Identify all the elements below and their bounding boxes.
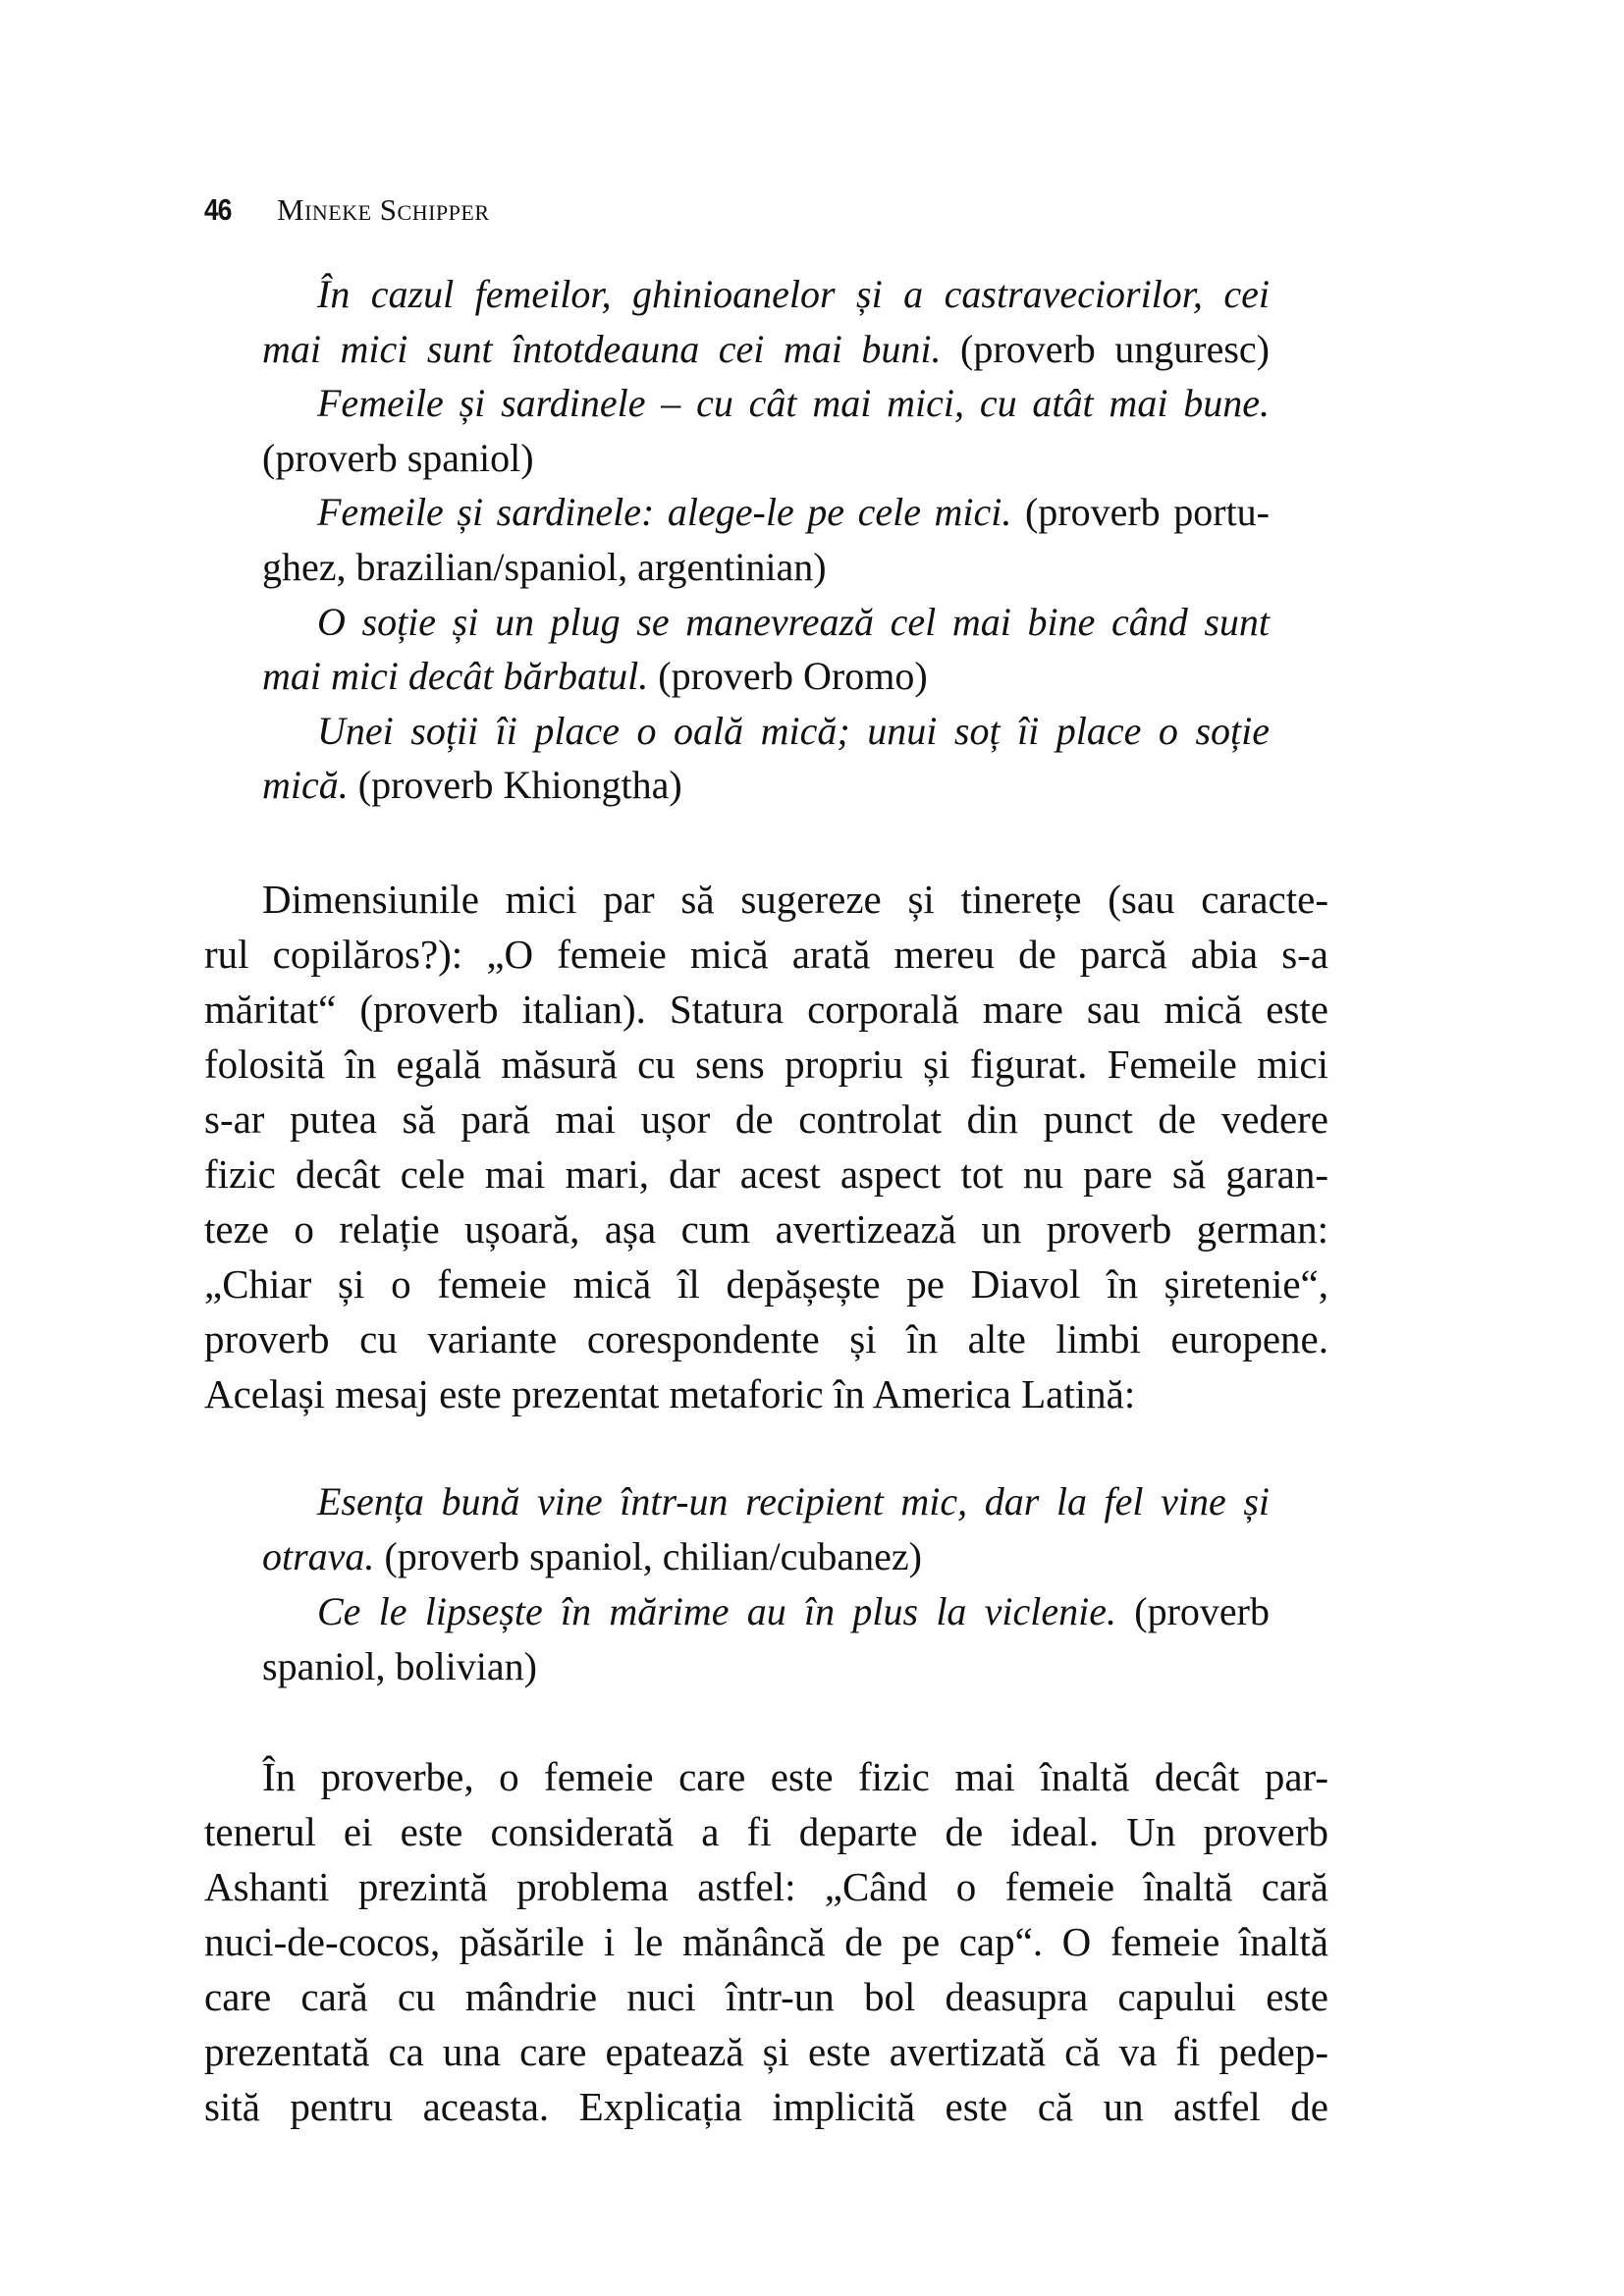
roman-segment: (proverb unguresc) [960, 326, 1270, 371]
roman-segment: „Chiar și o femeie mică îl depășește pe Diavol în șiretenie“, [204, 1261, 1328, 1307]
text-line [262, 1639, 1270, 1694]
roman-segment: Același mesaj este prezentat metaforic în America Latină: [204, 1371, 1136, 1416]
text-line [317, 1584, 1270, 1639]
roman-segment: În proverbe, o femeie care este fizic mai înaltă decât par- [262, 1754, 1328, 1799]
roman-segment: teze o relație ușoară, așa cum avertizează un proverb german: [204, 1206, 1328, 1252]
text-line [317, 595, 1270, 650]
text-line [204, 927, 1328, 982]
text-line [204, 1804, 1328, 1859]
text-line [317, 485, 1270, 540]
text-line [204, 1147, 1328, 1201]
roman-segment: care cară cu mândrie nuci într-un bol deasupra capului este [204, 1974, 1328, 2019]
roman-segment: Ashanti prezintă problema astfel: „Când o femeie înaltă cară [204, 1864, 1328, 1909]
italic-segment: mică. [262, 763, 358, 808]
italic-segment: Ce le lipsește în mărime au în plus la viclenie. [317, 1589, 1135, 1633]
italic-segment: În cazul femeilor, ghinioanelor și a castraveciorilor, cei [317, 272, 1270, 316]
text-line [204, 1201, 1328, 1256]
roman-segment: (proverb [1134, 1589, 1270, 1633]
text-line [317, 267, 1270, 322]
text-line [204, 1037, 1328, 1092]
roman-segment: proverb cu variante corespondente și în alte limbi europene. [204, 1316, 1328, 1362]
text-line [262, 872, 1328, 927]
text-line [204, 1092, 1328, 1147]
italic-segment: Esența bună vine într-un recipient mic, dar la fel vine și [317, 1479, 1270, 1523]
text-line [204, 982, 1328, 1037]
page-number: 46 [204, 192, 232, 227]
roman-segment: Dimensiunile mici par să sugereze și tinerețe (sau caracte- [262, 877, 1328, 922]
roman-segment: (proverb Oromo) [658, 654, 928, 699]
text-line [262, 540, 1270, 595]
roman-segment: (proverb Khiongtha) [357, 763, 682, 808]
italic-segment: O soție și un plug se manevrează cel mai bine când sunt [317, 599, 1270, 644]
text-line [262, 431, 1270, 486]
italic-segment: Femeile și sardinele: alege-le pe cele mici. [317, 490, 1025, 535]
text-line [204, 1311, 1328, 1366]
roman-segment: (proverb spaniol) [262, 435, 534, 480]
text-line [204, 1969, 1328, 2024]
italic-segment: mai mici sunt întotdeauna cei mai buni. [262, 326, 961, 371]
roman-segment: prezentată ca una care epatează și este avertizată că va fi pedep- [204, 2029, 1328, 2074]
italic-segment: mai mici decât bărbatul. [262, 654, 659, 699]
roman-segment: ghez, brazilian/spaniol, argentinian) [262, 545, 827, 589]
roman-segment: sită pentru aceasta. Explicația implicită este că un astfel de [204, 2084, 1328, 2129]
roman-segment: folosită în egală măsură cu sens propriu și figurat. Femeile mici [204, 1041, 1328, 1087]
text-line [317, 376, 1270, 431]
roman-segment: tenerul ei este considerată a fi departe de ideal. Un proverb [204, 1809, 1328, 1854]
text-line [262, 322, 1270, 377]
roman-segment: măritat“ (proverb italian). Statura corporală mare sau mică este [204, 987, 1328, 1032]
text-line [262, 1749, 1328, 1804]
italic-segment: Femeile și sardinele – cu cât mai mici, cu atât mai bune. [317, 381, 1270, 426]
roman-segment: nuci-de-cocos, păsările i le mănâncă de pe cap“. O femeie înaltă [204, 1919, 1328, 1964]
text-line [317, 704, 1270, 759]
roman-segment: rul copilăros?): „O femeie mică arată mereu de parcă abia s-a [204, 932, 1328, 977]
roman-segment: fizic decât cele mai mari, dar acest aspect tot nu pare să garan- [204, 1151, 1328, 1197]
italic-segment: Unei soții îi place o oală mică; unui soț îi place o soție [317, 708, 1270, 753]
text-line [204, 2024, 1328, 2079]
italic-segment: otrava. [262, 1534, 385, 1578]
text-line [262, 1529, 1270, 1584]
text-line [204, 1859, 1328, 1914]
running-head-author: Mineke Schipper [277, 192, 490, 227]
roman-segment: (proverb spaniol, chilian/cubanez) [384, 1534, 922, 1578]
roman-segment: (proverb portu- [1024, 490, 1271, 535]
text-line [204, 1256, 1328, 1311]
text-line [204, 1366, 1328, 1421]
text-line [262, 758, 1270, 813]
text-line [204, 2079, 1328, 2134]
text-line [262, 649, 1270, 704]
text-line [317, 1474, 1270, 1529]
roman-segment: s-ar putea să pară mai ușor de controlat din punct de vedere [204, 1096, 1328, 1142]
text-line [204, 1914, 1328, 1969]
roman-segment: spaniol, bolivian) [262, 1644, 537, 1688]
